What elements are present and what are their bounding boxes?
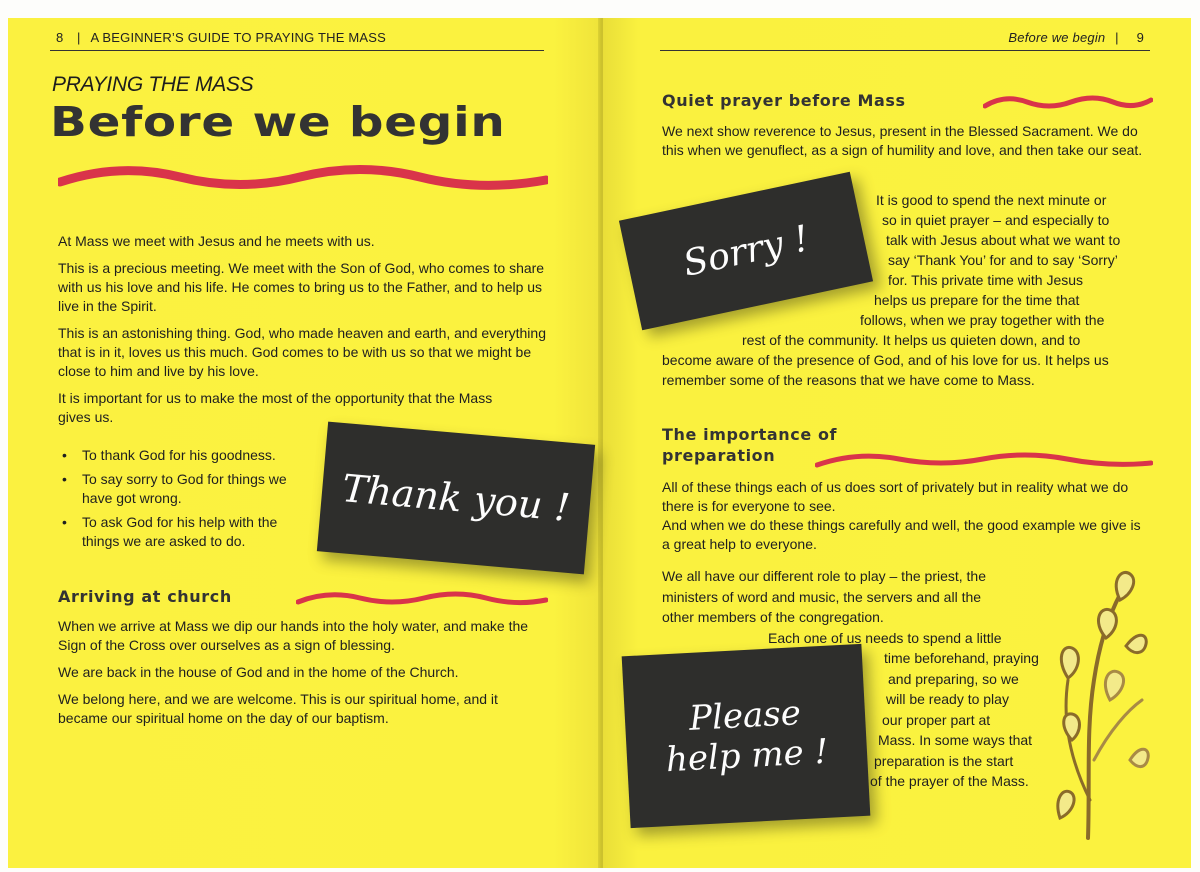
reasons-list [58, 446, 303, 556]
title-wave-divider-icon [58, 160, 548, 194]
list-item: • To thank God for his goodness. [58, 446, 303, 465]
quiet-intro-text: We next show reverence to Jesus, present in the Blessed Sacrament. We do this when we genuflect, as a sign of humility and love, and then take our seat. [662, 123, 1143, 158]
text-line: We all have our different role to play – the priest, the [662, 568, 987, 584]
arriving-wave-divider-icon [296, 586, 548, 610]
text-line: remember some of the reasons that we have come to Mass. [662, 372, 1035, 388]
wheat-plant-icon [1050, 560, 1150, 840]
intro-paragraph: At Mass we meet with Jesus and he meets with us. [58, 233, 375, 249]
text-line: of the prayer of the Mass. [870, 773, 1029, 789]
text-line: follows, when we pray together with the [860, 312, 1105, 328]
arriving-text [58, 617, 548, 736]
preparation-heading-line: preparation [662, 446, 776, 465]
intro-paragraph: This is an astonishing thing. God, who made heaven and earth, and everything that is in it, loves us this much. God comes to be with us so that we might be close to him and live by his love. [58, 325, 546, 379]
text-line: will be ready to play [886, 691, 1009, 707]
quiet-prayer-heading: Quiet prayer before Mass [662, 91, 906, 110]
intro-paragraph: It is important for us to make the most of the opportunity that the Mass gives us. [58, 390, 493, 425]
quiet-wave-divider-icon [983, 90, 1153, 114]
quiet-prayer-text [640, 190, 1155, 390]
text-line: become aware of the presence of God, and of his love for us. It helps us [662, 352, 1109, 368]
preparation-heading [662, 424, 837, 466]
thank-you-card [317, 422, 595, 575]
text-line: talk with Jesus about what we want to [886, 232, 1121, 248]
text-line: other members of the congregation. [662, 609, 884, 625]
card-line: Please [688, 693, 802, 739]
text-line: and preparing, so we [888, 670, 1019, 687]
text-line: so in quiet prayer – and especially to [882, 212, 1110, 228]
intro-paragraph: This is a precious meeting. We meet with the Son of God, who comes to share with us his love and his life. He comes to bring us to the Father, and to help us live in the Spirit. [58, 260, 545, 314]
preparation-text [662, 478, 1152, 562]
text-line: It is good to spend the next minute or [876, 192, 1107, 208]
section-kicker: PRAYING THE MASS [52, 73, 254, 96]
arriving-heading: Arriving at church [58, 587, 232, 606]
sorry-card-text: Sorry ! [679, 217, 813, 285]
list-item: • To ask God for his help with the things we are asked to do. [58, 513, 303, 551]
thank-you-card-text: Thank you ! [340, 466, 572, 530]
text-line: preparation is the start [874, 752, 1014, 769]
arriving-paragraph: We belong here, and we are welcome. This is our spiritual home, and it became our spiritual home on the day of our baptism. [58, 691, 498, 726]
card-line: help me ! [664, 731, 830, 781]
left-top-rule [50, 50, 544, 51]
text-line: rest of the community. It helps us quieten down, and to [742, 332, 1081, 348]
right-top-rule [660, 50, 1150, 51]
left-page-number: 8 [56, 30, 64, 45]
left-running-title: A BEGINNER’S GUIDE TO PRAYING THE MASS [90, 30, 387, 45]
right-running-head: Before we begin | 9 [1008, 30, 1144, 45]
text-line: Mass. In some ways that [878, 732, 1033, 748]
text-line: Each one of us needs to spend a little [768, 629, 1002, 646]
text-line: ministers of word and music, the servers and all the [662, 588, 982, 605]
preparation-wave-divider-icon [815, 447, 1153, 473]
arriving-paragraph: When we arrive at Mass we dip our hands into the holy water, and make the Sign of the Cross over ourselves as a sign of blessing. [58, 618, 529, 653]
text-line: say ‘Thank You’ for and to say ‘Sorry’ [888, 252, 1118, 268]
right-running-title: Before we begin [1008, 30, 1106, 45]
intro-text [58, 232, 550, 435]
preparation-paragraph: All of these things each of us does sort of privately but in reality what we do there is for everyone to see. [662, 479, 1129, 514]
preparation-heading-line: The importance of [662, 425, 838, 444]
text-line: helps us prepare for the time that [874, 292, 1080, 308]
preparation-paragraph: And when we do these things carefully and well, the good example we give is a great help to everyone. [662, 517, 1141, 552]
text-line: our proper part at [882, 711, 991, 728]
page-title: Before we begin [50, 98, 506, 146]
left-running-head: 8 | A BEGINNER’S GUIDE TO PRAYING THE MASS [56, 30, 387, 45]
text-line: for. This private time with Jesus [888, 272, 1084, 288]
text-line: time beforehand, praying [884, 650, 1039, 666]
right-page-number: 9 [1136, 30, 1144, 45]
arriving-paragraph: We are back in the house of God and in the home of the Church. [58, 664, 459, 680]
list-item: • To say sorry to God for things we have got wrong. [58, 470, 303, 508]
preparation-lines [662, 566, 1082, 792]
